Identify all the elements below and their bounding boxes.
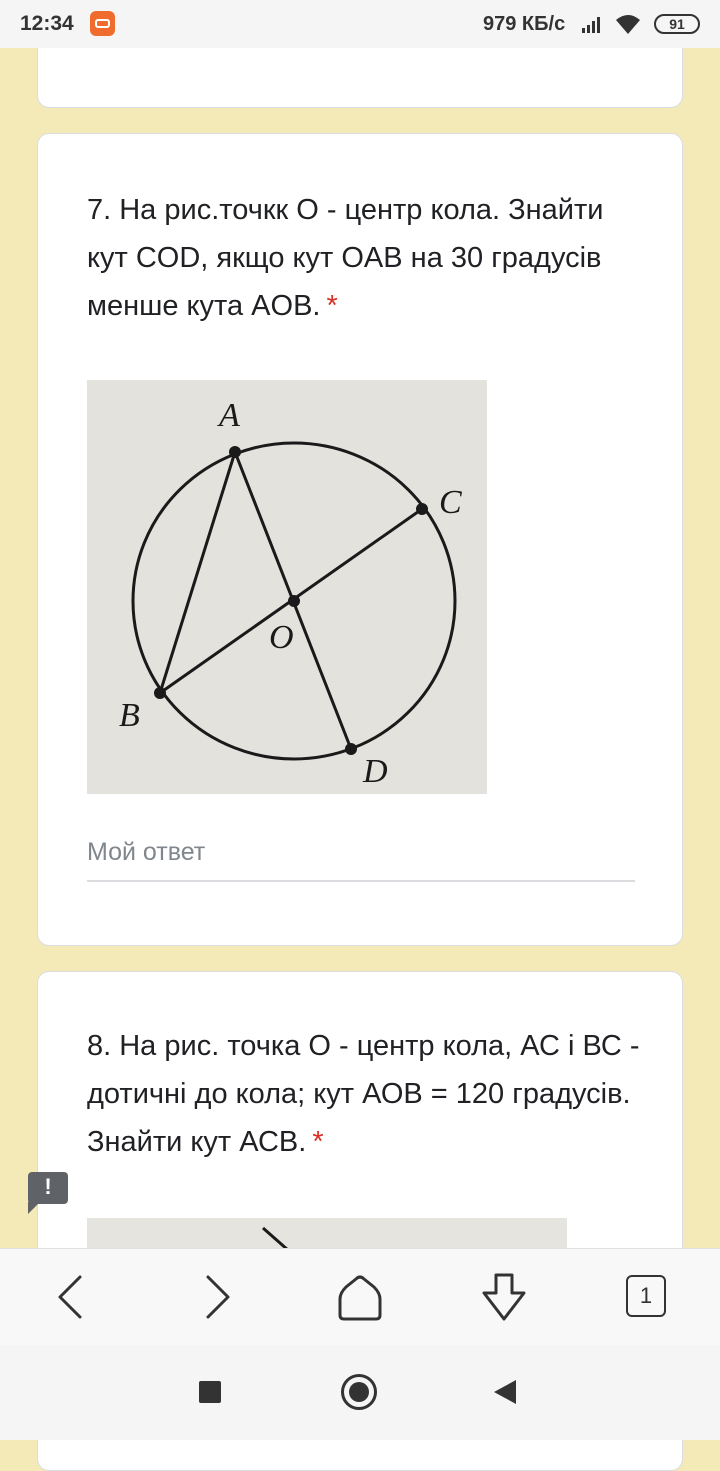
tabs-count: 1 (626, 1275, 666, 1317)
point-c (416, 503, 428, 515)
required-asterisk: * (312, 1126, 324, 1158)
point-o (288, 595, 300, 607)
home-icon[interactable] (332, 1271, 388, 1323)
label-b: B (119, 697, 140, 734)
question-text: 7. На рис.точкк О - центр кола. Знайти кут COD, якщо кут OAB на 30 градусів менше кута AOB. (87, 194, 604, 322)
label-d: D (363, 753, 388, 790)
label-a: A (219, 397, 240, 434)
report-feedback-button[interactable] (28, 1172, 68, 1204)
tabs-button[interactable] (620, 1271, 676, 1323)
system-back-triangle-icon[interactable] (494, 1380, 516, 1404)
status-time: 12:34 (20, 12, 74, 35)
circle-diagram (87, 380, 487, 794)
signal-icon (582, 15, 604, 33)
exclamation-icon: ! (44, 1174, 52, 1199)
point-d (345, 743, 357, 755)
point-b (154, 687, 166, 699)
status-bar (0, 0, 720, 48)
answer-underline (87, 880, 635, 882)
question-figure (87, 380, 487, 794)
recents-square-icon[interactable] (199, 1381, 221, 1403)
browser-toolbar (0, 1248, 720, 1346)
label-c: C (439, 484, 462, 521)
system-navigation-bar (0, 1345, 720, 1440)
wifi-icon (614, 12, 642, 36)
app-notification-icon (90, 11, 115, 36)
forward-arrow-icon[interactable] (188, 1271, 244, 1323)
label-o: O (269, 619, 294, 656)
question-title (87, 186, 647, 330)
question-text: 8. На рис. точка О - центр кола, АС і ВС - дотичні до кола; кут АОВ = 120 градусів. Знайти кут АСВ. (87, 1030, 640, 1158)
battery-indicator: 91 (654, 14, 700, 34)
question-title (87, 1022, 647, 1166)
system-home-circle-icon[interactable] (341, 1374, 377, 1410)
answer-input[interactable]: Мой ответ (87, 838, 206, 866)
network-speed: 979 КБ/с (483, 13, 566, 35)
point-a (229, 446, 241, 458)
download-icon[interactable] (476, 1271, 532, 1323)
back-arrow-icon[interactable] (44, 1271, 100, 1323)
question-card-7 (37, 133, 683, 946)
required-asterisk: * (326, 290, 338, 322)
